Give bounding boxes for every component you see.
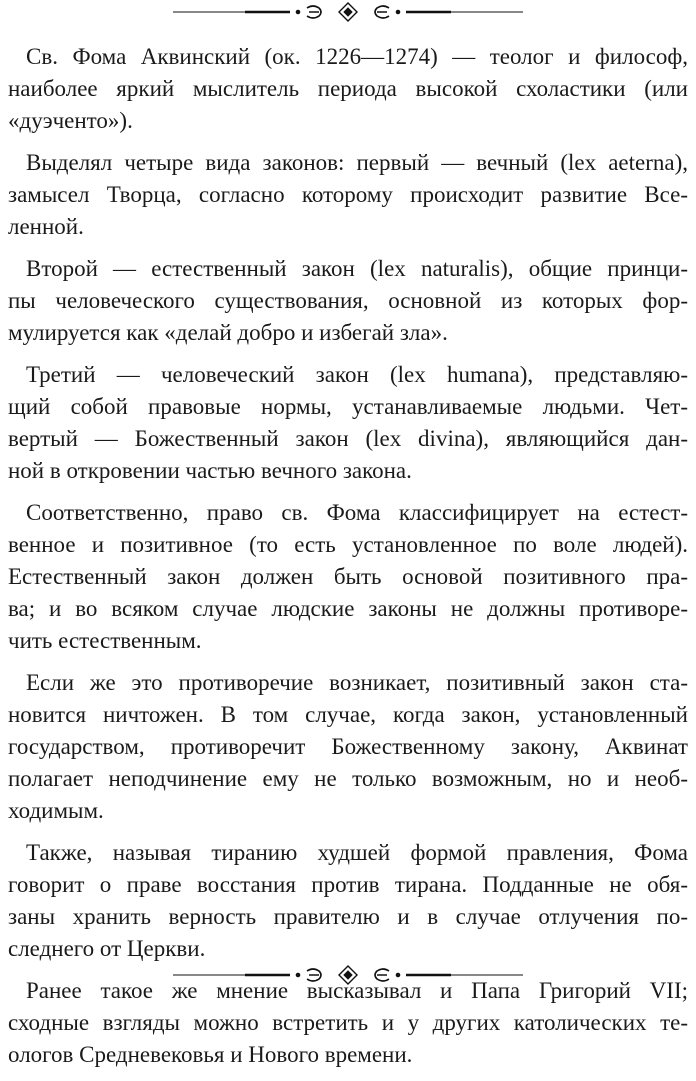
text-line: Также, называя тиранию худшей формой правления, Фома	[26, 840, 688, 865]
bottom-ornament-divider	[165, 963, 531, 987]
text-line: вертый — Божественный закон (lex divina), являющийся дан-	[8, 426, 688, 451]
text-line: сходные взгляды можно встретить и у других католических те-	[8, 1010, 688, 1035]
text-line: ва; и во всяком случае людские законы не должны противоре-	[8, 596, 688, 621]
paragraph-4	[8, 359, 688, 487]
text-line: следнего от Церкви.	[8, 936, 206, 961]
top-ornament-divider	[165, 0, 531, 24]
text-line: Соответственно, право св. Фома классифицирует на естест-	[26, 500, 688, 525]
text-line: венное и позитивное (то есть установленное по воле людей).	[8, 532, 688, 557]
text-line: Св. Фома Аквинский (ок. 1226—1274) — теолог и философ,	[26, 44, 688, 69]
text-line: государством, противоречит Божественному закону, Аквинат	[8, 734, 688, 759]
text-line: заны хранить верность правителю и в случае отлучения по-	[8, 904, 688, 929]
text-line: полагает неподчинение ему не только возможным, но и необ-	[8, 766, 688, 791]
text-line: мулируется как «делай добро и избегай зла».	[8, 320, 448, 345]
text-line: Выделял четыре вида законов: первый — вечный (lex aeterna),	[26, 150, 688, 175]
text-line: Второй — естественный закон (lex naturalis), общие принци-	[26, 256, 688, 281]
paragraph-5	[8, 497, 688, 657]
text-line: ленной.	[8, 214, 84, 239]
text-line: ходимым.	[8, 798, 104, 823]
paragraph-7	[8, 837, 688, 965]
paragraph-6	[8, 667, 688, 827]
text-line: Если же это противоречие возникает, позитивный закон ста-	[26, 670, 688, 695]
text-line: говорит о праве восстания против тирана. Подданные не обя-	[8, 872, 688, 897]
body-text	[8, 41, 688, 1081]
text-line: ной в откровении частью вечного закона.	[8, 458, 412, 483]
paragraph-8	[8, 975, 688, 1071]
text-line: замысел Творца, согласно которому происходит развитие Все-	[8, 182, 688, 207]
text-line: Ранее такое же мнение высказывал и Папа Григорий VII;	[26, 978, 688, 1003]
text-line: наиболее яркий мыслитель периода высокой схоластики (или	[8, 76, 688, 101]
paragraph-2	[8, 147, 688, 243]
text-line: пы человеческого существования, основной из которых фор-	[8, 288, 688, 313]
text-line: щий собой правовые нормы, устанавливаемые людьми. Чет-	[8, 394, 688, 419]
text-line: чить естественным.	[8, 628, 202, 653]
text-line: ологов Средневековья и Нового времени.	[8, 1042, 413, 1067]
text-line: новится ничтожен. В том случае, когда закон, установленный	[8, 702, 688, 727]
text-line: Естественный закон должен быть основой позитивного пра-	[8, 564, 688, 589]
text-line: «дуэченто»).	[8, 108, 133, 133]
paragraph-1	[8, 41, 688, 137]
paragraph-3	[8, 253, 688, 349]
text-line: Третий — человеческий закон (lex humana), представляю-	[26, 362, 688, 387]
